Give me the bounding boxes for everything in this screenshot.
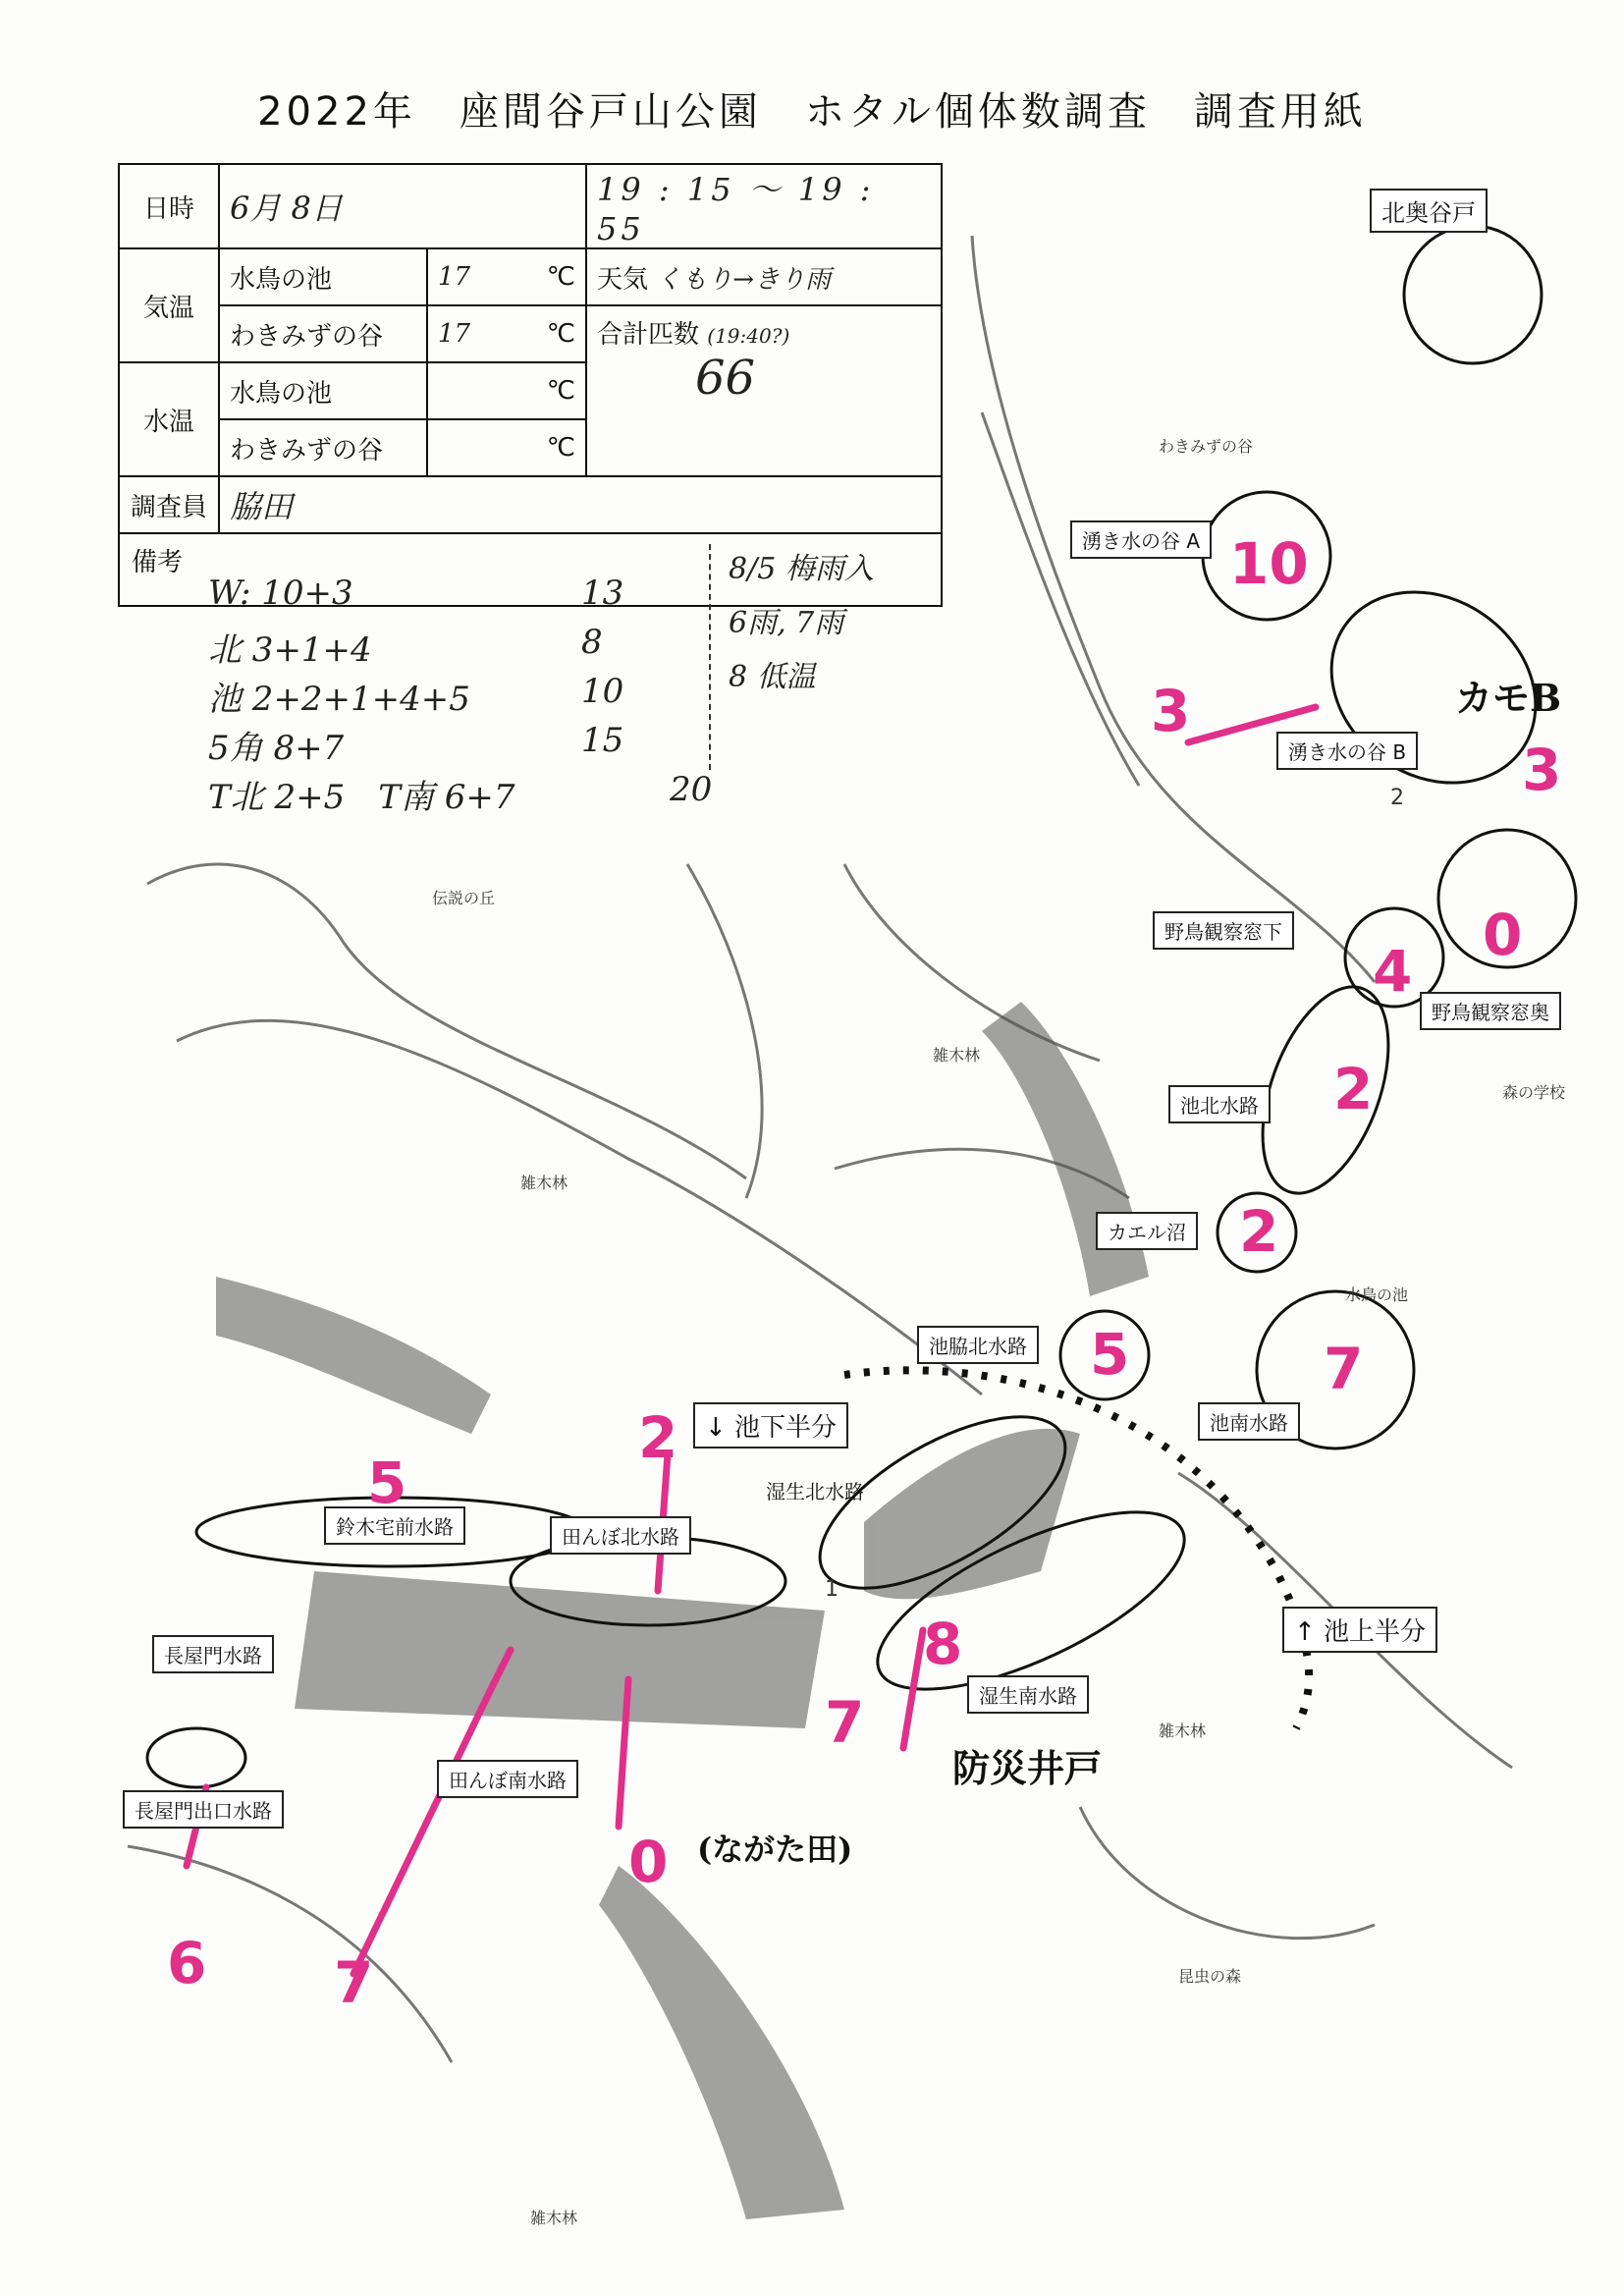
note-line: T北 2+5 T南 6+7 <box>208 778 515 817</box>
map-label-denki: 伝説の丘 <box>432 889 496 907</box>
map-label-wakimizu-a: 湧き水の谷 A <box>1070 520 1212 559</box>
map-label-suzuki: 鈴木宅前水路 <box>324 1506 465 1545</box>
site-valley-air: わきみずの谷 <box>219 305 427 362</box>
count-wet-south-b: 8 <box>923 1611 963 1677</box>
note-side: 8/5 梅雨入 <box>729 552 874 586</box>
page-title: 2022年 座間谷戸山公園 ホタル個体数調査 調査用紙 <box>257 89 1367 135</box>
note-total: 15 <box>581 721 624 760</box>
air-temp-label: 気温 <box>119 248 219 362</box>
map-label-forest: 雑木林 <box>530 2209 578 2227</box>
note-line: W: 10+3 <box>208 574 353 613</box>
map-label-window-below: 野鳥観察窓下 <box>1153 911 1294 950</box>
note-line: 池 2+2+1+4+5 <box>208 680 470 719</box>
count-window-below: 4 <box>1373 938 1413 1005</box>
map-woods <box>982 1002 1149 1296</box>
park-map <box>88 206 1600 2229</box>
map-label-forest: 雑木林 <box>1159 1722 1207 1740</box>
map-label-mori-school: 森の学校 <box>1502 1083 1566 1102</box>
map-paddy <box>295 1571 825 1728</box>
map-label-one: 1 <box>825 1577 839 1602</box>
map-label-wakimizu-b: 湧き水の谷 B <box>1276 732 1418 770</box>
site-valley-water: わきみずの谷 <box>219 419 427 476</box>
notes-label: 備考 <box>132 548 184 577</box>
map-path <box>972 236 1375 982</box>
map-label-nagaya: 長屋門水路 <box>152 1635 274 1673</box>
map-terraces <box>599 1866 844 2219</box>
map-label-forest: 雑木林 <box>933 1046 981 1065</box>
note-total: 13 <box>581 574 624 613</box>
count-suzuki: 5 <box>367 1449 407 1516</box>
map-label-paddy-south: 田んぼ南水路 <box>437 1760 578 1798</box>
map-path <box>982 412 1139 786</box>
count-pond-south: 7 <box>1324 1336 1364 1402</box>
count-paddy-zero: 0 <box>628 1829 669 1895</box>
map-stream <box>216 1277 491 1434</box>
note-side: 6雨, 7雨 <box>729 606 844 640</box>
map-circle <box>147 1728 245 1787</box>
total-label: 合計匹数 <box>597 320 700 350</box>
map-label-wet-south: 湿生南水路 <box>967 1675 1089 1714</box>
weather-cell: 天気 くもり→きり雨 <box>586 248 942 305</box>
total-time: (19:40?) <box>707 324 790 348</box>
note-total: 10 <box>581 672 624 711</box>
map-label-paddy-north: 田んぼ北水路 <box>550 1516 691 1555</box>
time-value[interactable]: 19 : 15 ～ 19 : 55 <box>586 164 942 248</box>
map-label-wakimizu: わきみずの谷 <box>1159 437 1254 456</box>
count-pond-north: 2 <box>1333 1056 1374 1122</box>
map-label-forest: 雑木林 <box>520 1174 568 1192</box>
count-pond-side-north: 5 <box>1090 1321 1130 1388</box>
surveyor-label: 調査員 <box>119 476 219 533</box>
water-temp-valley[interactable]: ℃ <box>427 419 586 476</box>
site-pond-air: 水鳥の池 <box>219 248 427 305</box>
air-temp-pond[interactable]: 17 ℃ <box>427 248 586 305</box>
note-side: 8 低温 <box>729 660 816 694</box>
count-wakimizu-a: 10 <box>1229 530 1309 597</box>
total-value[interactable]: 66 <box>695 351 756 406</box>
note-total: 8 <box>581 623 603 662</box>
count-frog: 2 <box>1239 1198 1279 1265</box>
note-total: 20 <box>670 770 713 809</box>
count-paddy-south: 7 <box>334 1949 374 2016</box>
map-circle <box>1404 226 1542 363</box>
map-label-frog-pond: カエル沼 <box>1096 1212 1198 1250</box>
map-label-nagaya-exit: 長屋門出口水路 <box>123 1790 284 1829</box>
date-value[interactable]: 6月 8日 <box>219 164 586 248</box>
map-label-pond-lower: ↓ 池下半分 <box>693 1402 848 1449</box>
surveyor-value[interactable]: 脇田 <box>219 476 942 533</box>
map-label-pond-south: 池南水路 <box>1198 1402 1300 1441</box>
water-temp-pond[interactable]: ℃ <box>427 362 586 419</box>
map-label-wet-north: 湿生北水路 <box>766 1480 864 1503</box>
map-label-pond-upper: ↑ 池上半分 <box>1282 1607 1437 1653</box>
water-temp-label: 水温 <box>119 362 219 476</box>
map-label-konchu: 昆虫の森 <box>1178 1967 1242 1986</box>
map-label-kitaoku: 北奥谷戸 <box>1370 189 1488 233</box>
count-kamo: カモB <box>1455 676 1562 720</box>
map-label-window-back: 野鳥観察窓奥 <box>1420 992 1561 1030</box>
map-label-mizudori: 水鳥の池 <box>1345 1285 1409 1304</box>
note-nagata: (ながた田) <box>697 1831 853 1868</box>
date-label: 日時 <box>119 164 219 248</box>
map-label-b-two: 2 <box>1390 786 1404 810</box>
map-path <box>1080 1807 1375 1939</box>
count-three: 3 <box>1151 678 1191 744</box>
map-label-pond-north: 池北水路 <box>1168 1085 1271 1123</box>
map-label-pond-side-north: 池脇北水路 <box>917 1326 1039 1364</box>
site-pond-water: 水鳥の池 <box>219 362 427 419</box>
note-line: 5角 8+7 <box>208 729 345 768</box>
count-wet-south-a: 7 <box>825 1689 865 1756</box>
count-b-circle: 3 <box>1522 737 1562 803</box>
count-window-back: 0 <box>1483 902 1523 968</box>
map-path <box>844 864 1100 1061</box>
count-nagaya-exit: 6 <box>167 1930 207 1996</box>
map-wetland <box>864 1429 1080 1599</box>
weather-value[interactable]: くもり→きり雨 <box>656 264 832 295</box>
count-paddy-north: 2 <box>638 1404 678 1471</box>
note-bosai: 防災井戸 <box>952 1746 1103 1790</box>
note-line: 北 3+1+4 <box>208 630 372 670</box>
air-temp-valley[interactable]: 17 ℃ <box>427 305 586 362</box>
